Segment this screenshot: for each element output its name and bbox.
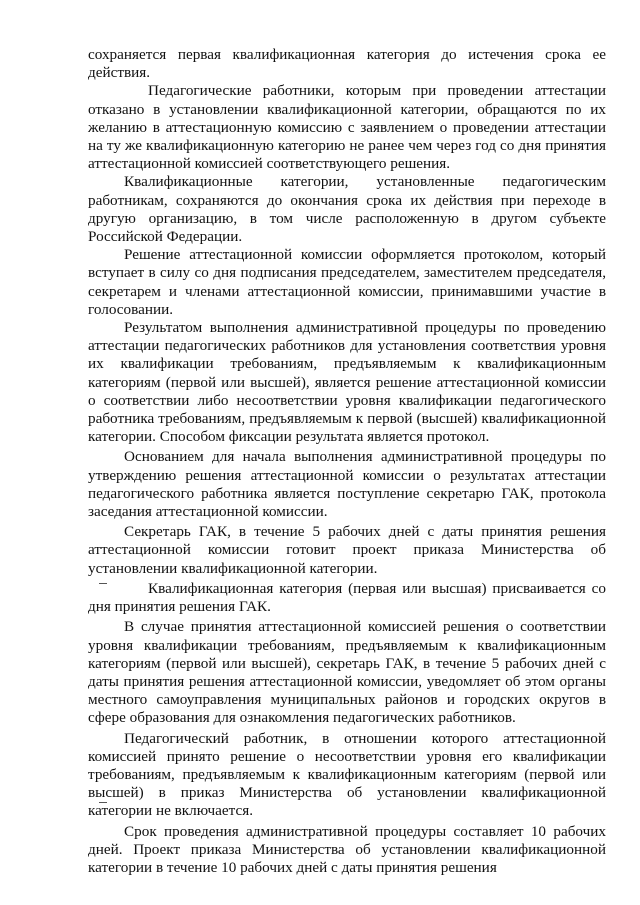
paragraph-3: Квалификационные категории, установленные педагогическим работникам, сохраняются до окончания срока их действия при переходе в другую организацию, в том числе расположенную в другом субъекте Российской Федерации.	[88, 173, 606, 246]
paragraph-1: сохраняется первая квалификационная категория до истечения срока ее действия.	[88, 46, 606, 82]
document-body	[88, 46, 606, 877]
paragraph-9: В случае принятия аттестационной комиссией решения о соответствии уровня квалификации требованиям, предъявляемым к квалификационным категориям (первой или высшей), секретарь ГАК, в течение 5 рабочих дней с даты принятия решения аттестационной комиссии, уведомляет об этом органы местного самоуправления муниципальных районов и городских округов в сфере образования для ознакомления педагогических работников.	[88, 618, 606, 727]
paragraph-2: Педагогические работники, которым при проведении аттестации отказано в установлении квалификационной категории, обращаются по их желанию в аттестационную комиссию с заявлением о проведении аттестации на ту же квалификационную категорию не ранее чем через год со дня принятия аттестационной комиссией соответствующего решения.	[88, 82, 606, 173]
paragraph-4: Решение аттестационной комиссии оформляется протоколом, который вступает в силу со дня подписания председателем, заместителем председателя, секретарем и членами аттестационной комиссии, принимавшими участие в голосовании.	[88, 246, 606, 318]
paragraph-11: Срок проведения административной процедуры составляет 10 рабочих дней. Проект приказа Министерства об установлении квалификационной категории в течение 10 рабочих дней с даты принятия решения	[88, 822, 606, 876]
paragraph-5: Результатом выполнения административной процедуры по проведению аттестации педагогических работников для установления соответствия уровня их квалификации требованиям, предъявляемым к квалификационным категориям (первой или высшей), является решение аттестационной комиссии о соответствии либо несоответствии уровня квалификации педагогического работника требованиям, предъявляемым к первой (высшей) квалификационной категории. Способом фиксации результата является протокол.	[88, 319, 606, 446]
paragraph-7: Секретарь ГАК, в течение 5 рабочих дней с даты принятия решения аттестационной комиссии готовит проект приказа Министерства об установлении квалификационной категории.	[88, 523, 606, 577]
paragraph-6: Основанием для начала выполнения административной процедуры по утверждению решения аттестационной комиссии о результатах аттестации педагогического работника является поступление секретарю ГАК, протокола заседания аттестационной комиссии.	[88, 448, 606, 521]
paragraph-8: Квалификационная категория (первая или высшая) присваивается со дня принятия решения ГАК.	[88, 579, 606, 616]
paragraph-10: Педагогический работник, в отношении которого аттестационной комиссией принято решение о несоответствии уровня его квалификации требованиям, предъявляемым к квалификационным категориям (первой или высшей) в приказ Министерства об установлении квалификационной категории не включается.	[88, 729, 606, 820]
